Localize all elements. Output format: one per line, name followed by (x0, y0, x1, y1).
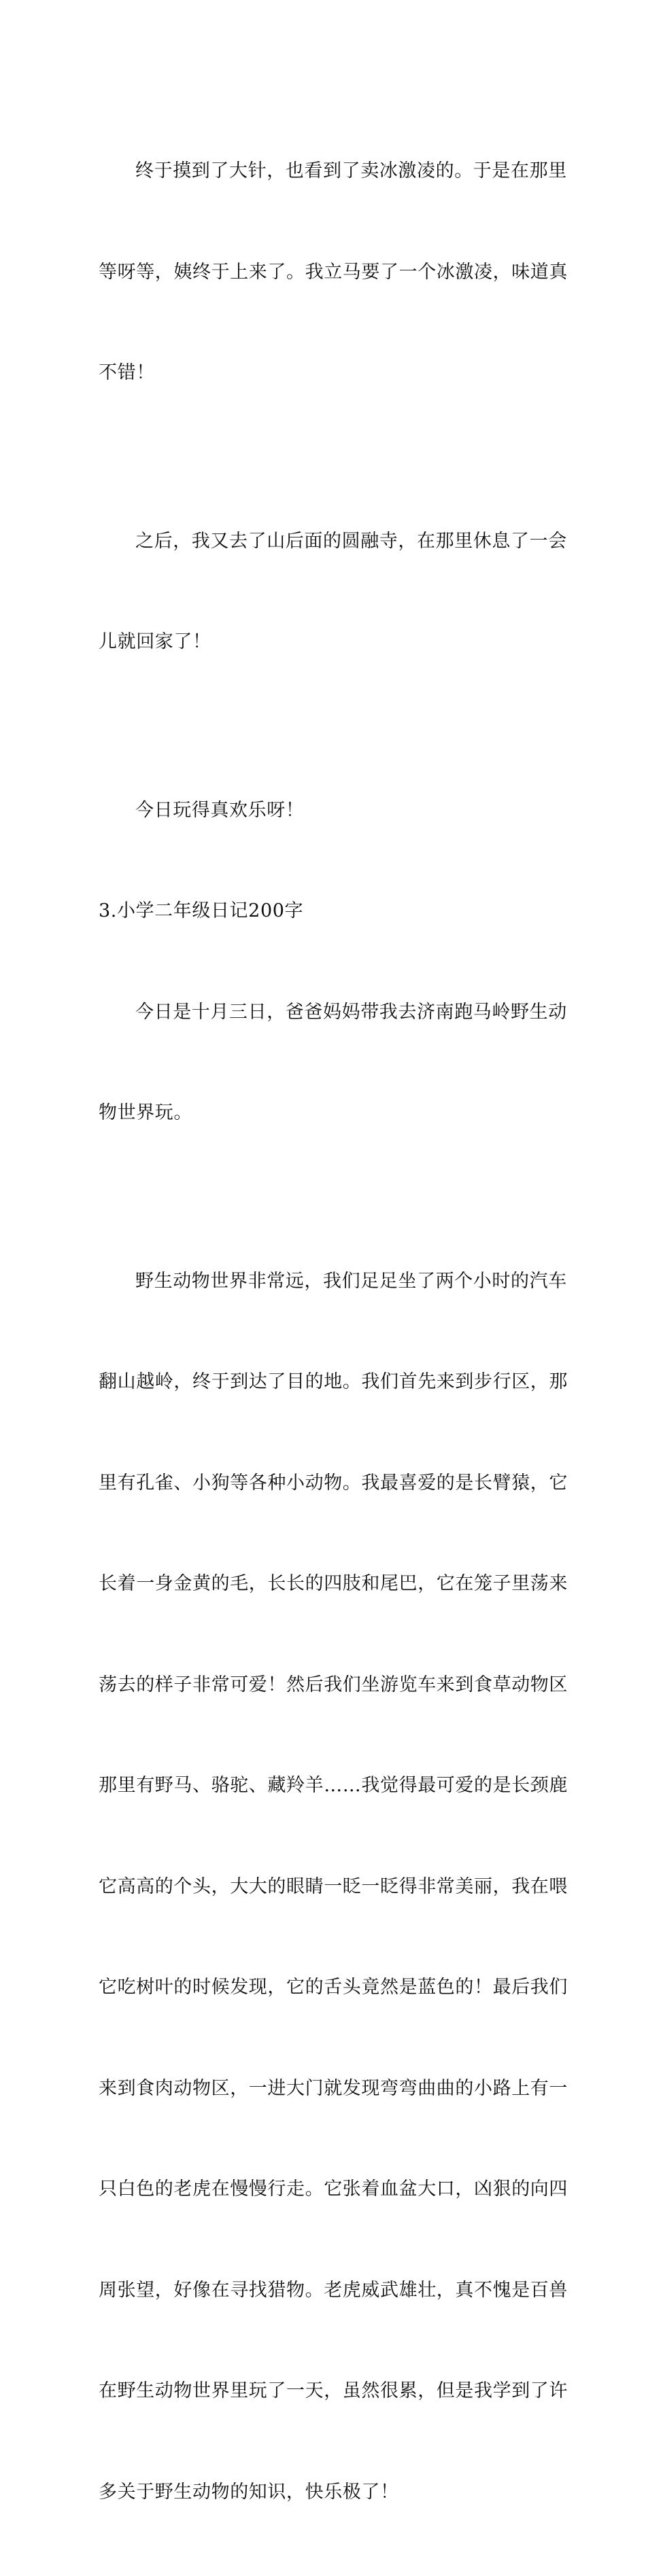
text-line: 之后，我又去了山后面的圆融寺，在那里休息了一会 (99, 525, 551, 559)
text-line: 只白色的老虎在慢慢行走。它张着血盆大口，凶狠的向四 (99, 2172, 551, 2206)
text-line: 儿就回家了！ (99, 625, 551, 659)
text-line: 等呀等，姨终于上来了。我立马要了一个冰激凌，味道真 (99, 255, 551, 289)
document-body (99, 87, 551, 2576)
text-line: 它吃树叶的时候发现，它的舌头竟然是蓝色的！最后我们 (99, 1971, 551, 2005)
text-line: 今日是十月三日，爸爸妈妈带我去济南跑马岭野生动 (99, 995, 551, 1029)
text-line: 物世界玩。 (99, 1096, 551, 1130)
text-line: 里有孔雀、小狗等各种小动物。我最喜爱的是长臂猿，它 (99, 1466, 551, 1500)
paragraph-happy (99, 726, 551, 895)
text-line: 来到食肉动物区，一进大门就发现弯弯曲曲的小路上有一 (99, 2072, 551, 2106)
text-line: 在野生动物世界里玩了一天，虽然很累，但是我学到了许 (99, 2374, 551, 2408)
text-line: 长着一身金黄的毛，长长的四肢和尾巴，它在笼子里荡来 (99, 1567, 551, 1601)
text-line: 今日玩得真欢乐呀！ (99, 794, 551, 828)
text-line: 终于摸到了大针，也看到了卖冰激凌的。于是在那里 (99, 154, 551, 188)
text-line: 荡去的样子非常可爱！然后我们坐游览车来到食草动物区 (99, 1668, 551, 1702)
paragraph-ice-cream (99, 87, 551, 457)
text-line: 多关于野生动物的知识，快乐极了！ (99, 2475, 551, 2509)
text-line: 野生动物世界非常远，我们足足坐了两个小时的汽车 (99, 1265, 551, 1299)
paragraph-temple (99, 457, 551, 726)
text-line: 不错！ (99, 356, 551, 390)
paragraph-intro (99, 928, 551, 1197)
text-line: 那里有野马、骆驼、藏羚羊……我觉得最可爱的是长颈鹿 (99, 1769, 551, 1803)
text-line: 周张望，好像在寻找猎物。老虎威武雄壮，真不愧是百兽 (99, 2274, 551, 2308)
text-line: 它高高的个头，大大的眼睛一眨一眨得非常美丽，我在喂 (99, 1870, 551, 1904)
text-line: 翻山越岭，终于到达了目的地。我们首先来到步行区，那 (99, 1365, 551, 1399)
document-page (0, 0, 646, 913)
section-heading: 3.小学二年级日记200字 (99, 894, 551, 928)
paragraph-zoo (99, 1197, 551, 2576)
